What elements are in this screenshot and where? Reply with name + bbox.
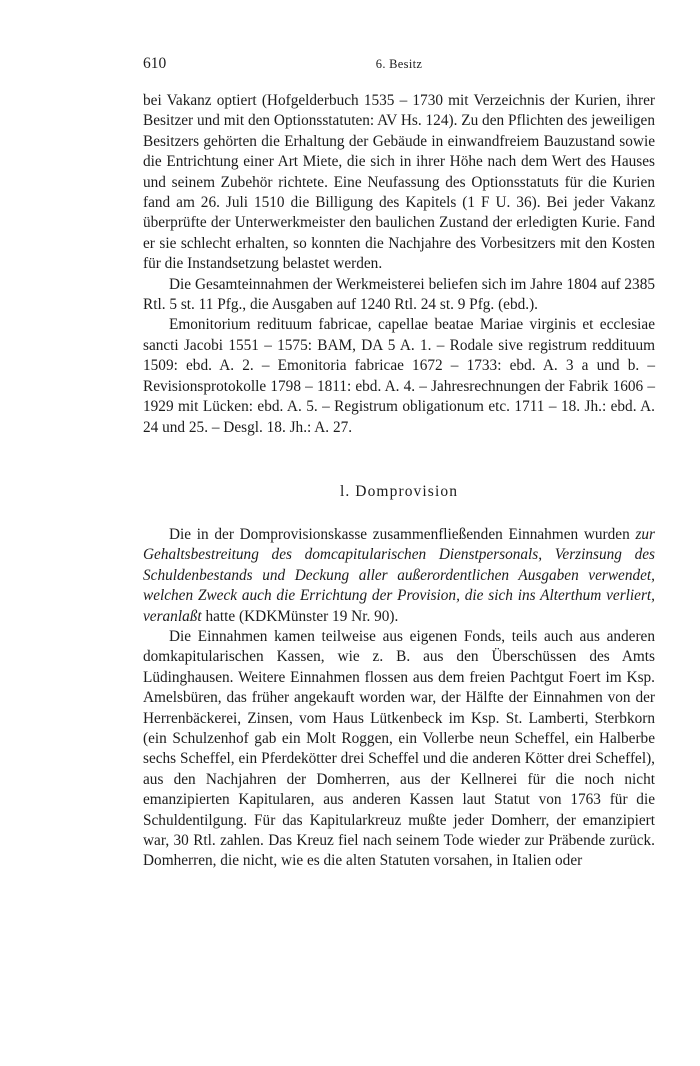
quote-lead: Die in der Domprovisionskasse zusammenfließenden Einnahmen wurden (169, 525, 636, 543)
quote-italic: zur Gehaltsbestreitung des domcapitularischen Dienstpersonals, Verzinsung des Schuldenbestands und Deckung aller außerordentlichen Ausgaben verwendet, welchen Zweck auch die Errichtung der Provision, die sich ins Alterthum verliert, veranlaßt (143, 525, 655, 625)
paragraph-gesamteinnahmen: Die Gesamteinnahmen der Werkmeisterei beliefen sich im Jahre 1804 auf 2385 Rtl. 5 st. 11 Pfg., die Ausgaben auf 1240 Rtl. 24 st. 9 Pfg. (ebd.). (143, 275, 655, 314)
running-title: 6. Besitz (375, 57, 423, 71)
body-text (143, 91, 655, 872)
quote-tail: hatte (KDKMünster 19 Nr. 90). (201, 607, 399, 625)
page-header (143, 55, 655, 77)
paragraph-einnahmen: Die Einnahmen kamen teilweise aus eigenen Fonds, teils auch aus anderen domkapitularischen Kassen, wie z. B. aus den Überschüssen des Amts Lüdinghausen. Weitere Einnahmen flossen aus dem freien Pachtgut Foert im Ksp. Amelsbüren, das früher angekauft worden war, der Hälfte der Einnahmen von der Herrenbäckerei, Zinsen, vom Haus Lütkenbeck im Ksp. St. Lamberti, Sterbkorn (ein Schulzenhof gab ein Molt Roggen, ein Vollerbe neun Scheffel, ein Halberbe sechs Scheffel, ein Pferdekötter drei Scheffel und die anderen Kötter drei Scheffel), aus den Nachjahren der Domherren, aus der Kellnerei für die noch nicht emanzipierten Kapitularen, aus anderen Kassen laut Statut von 1763 für die Schuldentilgung. Für das Kapitularkreuz mußte jeder Domherr, der emanzipiert war, 30 Rtl. zahlen. Das Kreuz fiel nach seinem Tode wieder zur Präbende zurück. Domherren, die nicht, wie es die alten Statuten vorsahen, in Italien oder (143, 627, 655, 870)
paragraph-sources: Emonitorium redituum fabricae, capellae beatae Mariae virginis et ecclesiae sancti Jacobi 1551 – 1575: BAM, DA 5 A. 1. – Rodale sive registrum reddituum 1509: ebd. A. 2. – Emonitoria fabricae 1672 – 1733: ebd. A. 3 a und b. – Revisionsprotokolle 1798 – 1811: ebd. A. 4. – Jahresrechnungen der Fabrik 1606 – 1929 mit Lücken: ebd. A. 5. – Registrum obligationum etc. 1711 – 18. Jh.: ebd. A. 24 und 25. – Desgl. 18. Jh.: A. 27. (143, 316, 655, 436)
paragraph-kurien: bei Vakanz optiert (Hofgelderbuch 1535 – 1730 mit Verzeichnis der Kurien, ihrer Besitzer und mit den Optionsstatuten: AV Hs. 124). Zu den Pflichten des jeweiligen Besitzers gehörten die Erhaltung der Gebäude in einwandfreiem Bauzustand sowie die Entrichtung einer Art Miete, die sich in ihrer Höhe nach dem Wert des Hauses und seinem Zubehör richtete. Eine Neufassung des Optionsstatuts für die Kurien fand am 26. Juli 1510 die Billigung des Kapitels (1 F U. 36). Bei jeder Vakanz überprüfte der Unterwerkmeister den baulichen Zustand der erledigten Kurie. Fand er sie schlecht erhalten, so konnten die Nachjahre des Vorbesitzers mit den Kosten für die Instandsetzung belastet werden. (143, 92, 655, 273)
page-number: 610 (143, 55, 167, 72)
section-heading: l. Domprovision (339, 482, 459, 500)
paragraph-domprovision-intro (143, 525, 655, 627)
